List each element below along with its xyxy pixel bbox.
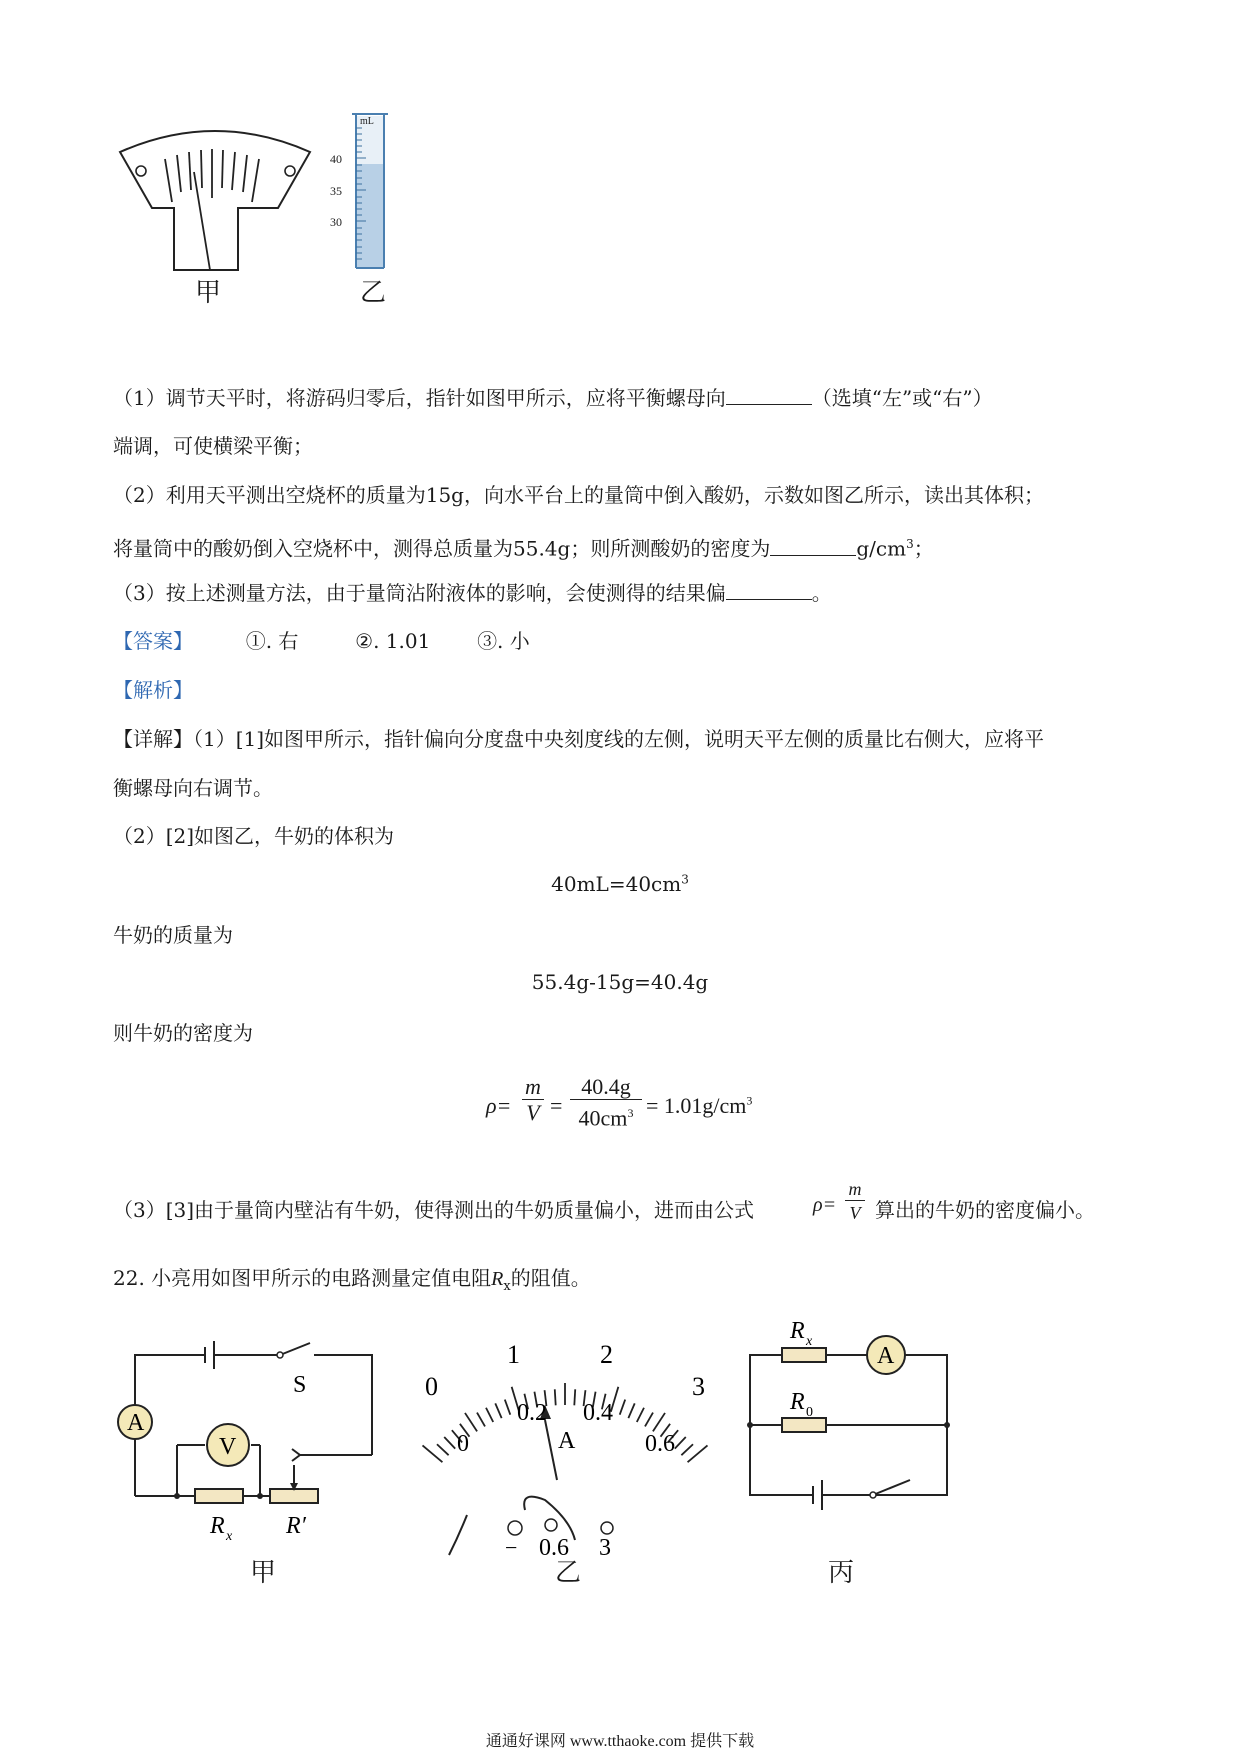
dial-tick xyxy=(620,1400,625,1415)
q2-text-b: 将量筒中的酸奶倒入空烧杯中，测得总质量为55.4g；则所测酸奶的密度为 xyxy=(113,536,771,561)
cylinder-tick-35: 35 xyxy=(330,184,342,198)
dial-tick xyxy=(675,1437,686,1449)
dial-tick xyxy=(645,1413,653,1427)
detail-line-5: 则牛奶的密度为 xyxy=(113,1021,253,1045)
answer-1: ①. 右 xyxy=(245,629,299,653)
answer-tag: 【答案】 xyxy=(113,629,193,653)
dial-tick xyxy=(555,1389,556,1405)
circuit-bing-rx: R xyxy=(790,1318,805,1344)
dial-inner-06: 0.6 xyxy=(645,1431,675,1457)
dial-outer-1: 1 xyxy=(507,1340,520,1369)
cylinder-unit: mL xyxy=(360,116,374,127)
question-3 xyxy=(113,579,832,607)
detail-line-2: 衡螺母向右调节。 xyxy=(113,776,273,800)
dial-tick xyxy=(495,1403,501,1418)
detail-line-4: 牛奶的质量为 xyxy=(113,923,233,947)
q2-unit: g/cm xyxy=(856,536,907,561)
q22-text-b: 的阻值。 xyxy=(510,1266,591,1290)
answer-row xyxy=(113,627,530,655)
figure-label-bing-bottom: 丙 xyxy=(828,1558,855,1588)
dial-tick xyxy=(486,1408,493,1422)
circuit-jia-rp: R′ xyxy=(286,1513,306,1539)
equation-mass: 55.4g-15g=40.4g xyxy=(531,970,709,994)
circuit-jia-figure xyxy=(110,1315,390,1545)
dial-outer-2: 2 xyxy=(600,1340,613,1369)
circuit-jia-voltmeter: V xyxy=(219,1434,237,1460)
eq3-rho: ρ= xyxy=(486,1093,512,1118)
balance-dial-figure xyxy=(110,110,320,285)
question-1-cont: 端调，可使横梁平衡； xyxy=(113,434,313,458)
dial-tick xyxy=(628,1403,634,1418)
cylinder-tick-40: 40 xyxy=(330,152,342,166)
terminal-minus: − xyxy=(505,1535,518,1560)
question-22 xyxy=(113,1264,591,1301)
q22-var: R xyxy=(491,1268,504,1290)
figure-label-jia-bottom: 甲 xyxy=(250,1558,277,1588)
dial-tick xyxy=(505,1400,510,1415)
eq3-result: = $1.01g/cm^3$ xyxy=(646,1093,753,1118)
detail-line-1: 【详解】（1）[1]如图甲所示，指针偏向分度盘中央刻度线的左侧，说明天平左侧的质量比右侧大，应将平 xyxy=(113,727,1045,751)
eq3-equals: = xyxy=(550,1093,563,1118)
dial-inner-02: 0.2 xyxy=(517,1400,547,1426)
detail-6-frac xyxy=(845,1178,865,1225)
ammeter-dial-figure xyxy=(415,1315,715,1561)
measuring-cylinder-figure xyxy=(330,108,398,274)
circuit-bing-r0-sub: 0 xyxy=(806,1405,813,1420)
terminal-3: 3 xyxy=(599,1535,611,1561)
detail-6b: 算出的牛奶的密度偏小。 xyxy=(875,1198,1095,1222)
answer-3: ③. 小 xyxy=(477,629,530,653)
circuit-jia-rx: R xyxy=(210,1513,225,1539)
eq3-m: m xyxy=(525,1074,541,1099)
detail-6a: （3）[3]由于量筒内壁沾有牛奶，使得测出的牛奶质量偏小，进而由公式 xyxy=(113,1198,755,1222)
analysis-tag: 【解析】 xyxy=(113,678,193,702)
circuit-jia-rx-sub: x xyxy=(226,1529,233,1544)
figure-label-yi-bottom: 乙 xyxy=(555,1558,582,1588)
q22-text-a: 22. 小亮用如图甲所示的电路测量定值电阻 xyxy=(113,1266,492,1290)
eq1-text: 40mL=40cm xyxy=(551,872,682,896)
q1-text-a: （1）调节天平时，将游码归零后，指针如图甲所示，应将平衡螺母向 xyxy=(113,386,726,410)
dial-inner-0: 0 xyxy=(457,1431,469,1457)
dial-outer-3: 3 xyxy=(692,1372,705,1401)
circuit-bing-r0: R xyxy=(790,1389,805,1415)
eq3-den: 40cm xyxy=(578,1105,628,1131)
cylinder-tick-30: 30 xyxy=(330,215,342,229)
detail-6-V: V xyxy=(849,1203,861,1223)
dial-tick xyxy=(465,1413,477,1431)
dial-tick xyxy=(637,1408,644,1422)
dial-tick xyxy=(653,1413,665,1431)
dial-unit: A xyxy=(558,1428,576,1454)
circuit-bing-ammeter: A xyxy=(877,1343,895,1369)
dial-outer-0: 0 xyxy=(425,1372,438,1401)
question-2-cont: 将量筒中的酸奶倒入空烧杯中，测得总质量为55.4g；则所测酸奶的密度为 $g/cm^3$； xyxy=(113,536,934,561)
dial-tick xyxy=(574,1389,575,1405)
eq3-num: 40.4g xyxy=(581,1074,631,1099)
terminal-06: 0.6 xyxy=(539,1535,569,1561)
q3-end: 。 xyxy=(811,581,832,605)
q3-text-a: （3）按上述测量方法，由于量筒沾附液体的影响，会使测得的结果偏 xyxy=(113,581,726,605)
circuit-jia-ammeter: A xyxy=(127,1410,145,1436)
answer-2: ②. 1.01 xyxy=(355,629,431,653)
dial-tick xyxy=(688,1445,708,1462)
detail-6-rho: ρ= xyxy=(813,1194,837,1216)
detail-6-m: m xyxy=(848,1179,862,1199)
dial-tick xyxy=(444,1437,455,1449)
question-1 xyxy=(113,384,993,412)
dial-tick xyxy=(437,1444,449,1455)
dial-tick xyxy=(681,1444,693,1455)
eq3-frac-mv xyxy=(522,1075,544,1126)
question-2: （2）利用天平测出空烧杯的质量为15g，向水平台上的量筒中倒入酸奶，示数如图乙所示，读出其体积； xyxy=(113,483,1044,507)
dial-tick xyxy=(477,1413,485,1427)
equation-volume: $40mL=40cm^3$ xyxy=(551,872,689,896)
q1-blank xyxy=(726,384,812,405)
eq3-V: V xyxy=(526,1100,540,1125)
dial-tick xyxy=(423,1445,443,1462)
circuit-bing-rx-sub: x xyxy=(806,1334,813,1349)
circuit-jia-switch: S xyxy=(293,1372,307,1398)
q2-blank xyxy=(770,535,856,556)
figure-label-jia-top: 甲 xyxy=(195,278,222,308)
q22-sub: x xyxy=(503,1279,511,1294)
figure-label-yi-top: 乙 xyxy=(360,278,387,308)
dial-inner-04: 0.4 xyxy=(583,1400,613,1426)
eq3-frac-values: 40.4g $40cm^3$ xyxy=(570,1075,642,1131)
circuit-bing-figure xyxy=(735,1310,975,1510)
eq3-result-text: = 1.01g/cm xyxy=(646,1093,747,1118)
detail-line-3: （2）[2]如图乙，牛奶的体积为 xyxy=(113,824,395,848)
page-footer: 通通好课网 www.tthaoke.com 提供下载 xyxy=(485,1733,755,1750)
q3-blank xyxy=(726,579,812,600)
q1-text-b: （选填“左”或“右”） xyxy=(811,386,993,410)
